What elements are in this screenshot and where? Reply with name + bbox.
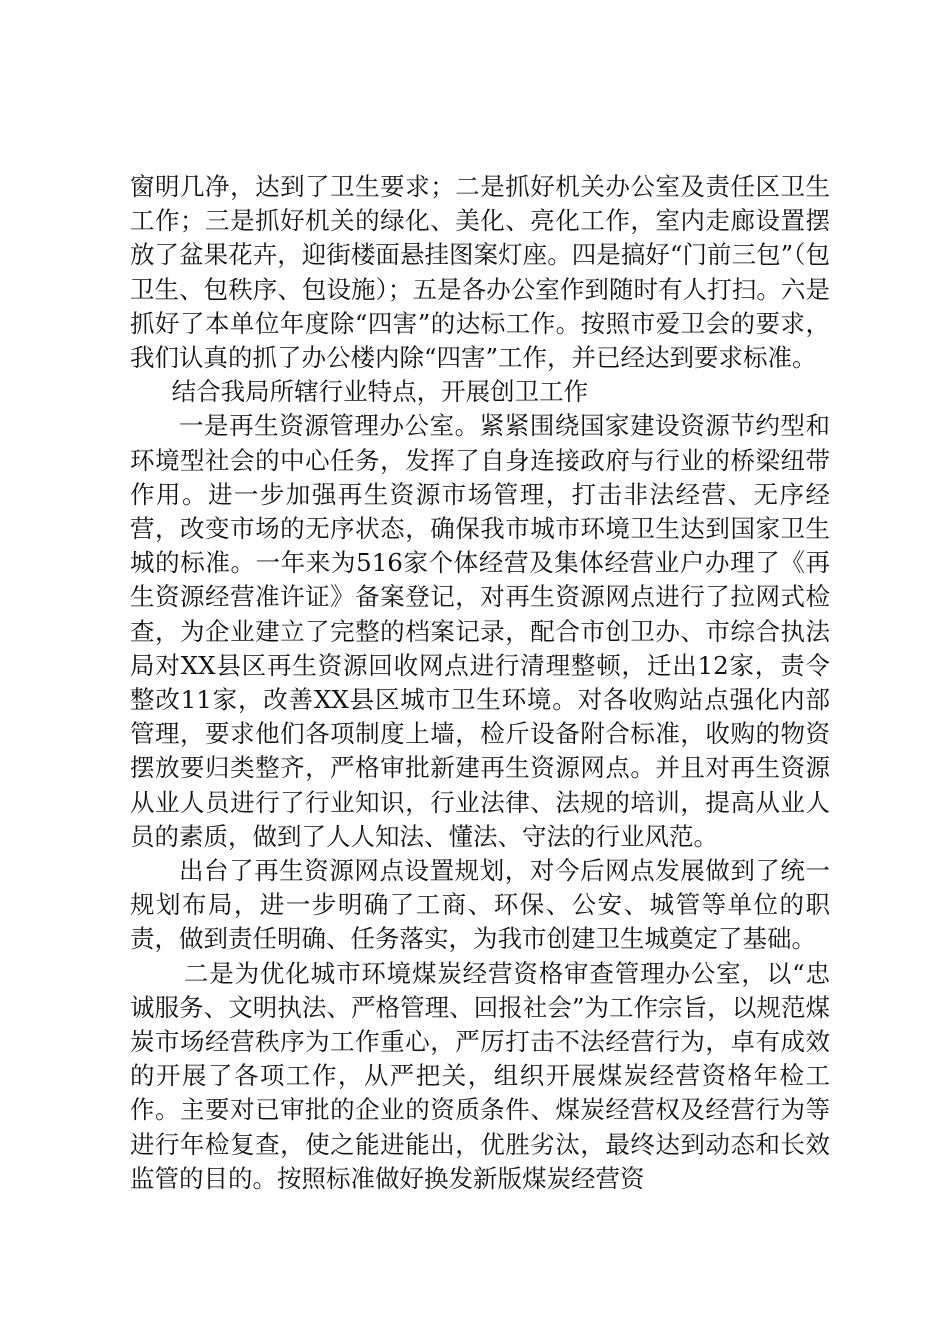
section-heading-industry-sanitation: 结合我局所辖行业特点，开展创卫工作 (171, 377, 589, 407)
document-body (130, 170, 830, 1196)
paragraph-sanitation-work: 窗明几净，达到了卫生要求；二是抓好机关办公室及责任区卫生工作；三是抓好机关的绿化、美化、亮化工作，室内走廊设置摆放了盆果花卉，迎街楼面悬挂图案灯座。四是搞好“门前三包”（包卫生、包秩序、包设施）；五是各办公室作到随时有人打扫。六是抓好了本单位年度除“四害”的达标工作。按照市爱卫会的要求，我们认真的抓了办公楼内除“四害”工作，并已经达到要求标准。 (130, 172, 830, 373)
paragraph-recycling-plan: 出台了再生资源网点设置规划，对今后网点发展做到了统一规划布局，进一步明确了工商、环保、公安、城管等单位的职责，做到责任明确、任务落实，为我市创建卫生城奠定了基础。 (130, 856, 830, 954)
paragraph-coal-office: 二是为优化城市环境煤炭经营资格审查管理办公室，以“忠诚服务、文明执法、严格管理、回报社会”为工作宗旨，以规范煤炭市场经营秩序为工作重心，严厉打击不法经营行为，卓有成效的开展了各项工作，从严把关，组织开展煤炭经营资格年检工作。主要对已审批的企业的资质条件、煤炭经营权及经营行为等进行年检复查，使之能进能出，优胜劣汰，最终达到动态和长效监管的目的。按照标准做好换发新版煤炭经营资 (130, 958, 830, 1193)
paragraph-recycling-office: 一是再生资源管理办公室。紧紧围绕国家建设资源节约型和环境型社会的中心任务，发挥了自身连接政府与行业的桥梁纽带作用。进一步加强再生资源市场管理，打击非法经营、无序经营，改变市场的无序状态，确保我市城市环境卫生达到国家卫生城的标准。一年来为516家个体经营及集体经营业户办理了《再生资源经营准许证》备案登记，对再生资源网点进行了拉网式检查，为企业建立了完整的档案记录，配合市创卫办、市综合执法局对XX县区再生资源回收网点进行清理整顿，迁出12家，责令整改11家，改善XX县区城市卫生环境。对各收购站点强化内部管理，要求他们各项制度上墙，检斤设备附合标准，收购的物资摆放要归类整齐，严格审批新建再生资源网点。并且对再生资源从业人员进行了行业知识，行业法律、法规的培训，提高从业人员的素质，做到了人人知法、懂法、守法的行业风范。 (130, 411, 830, 851)
